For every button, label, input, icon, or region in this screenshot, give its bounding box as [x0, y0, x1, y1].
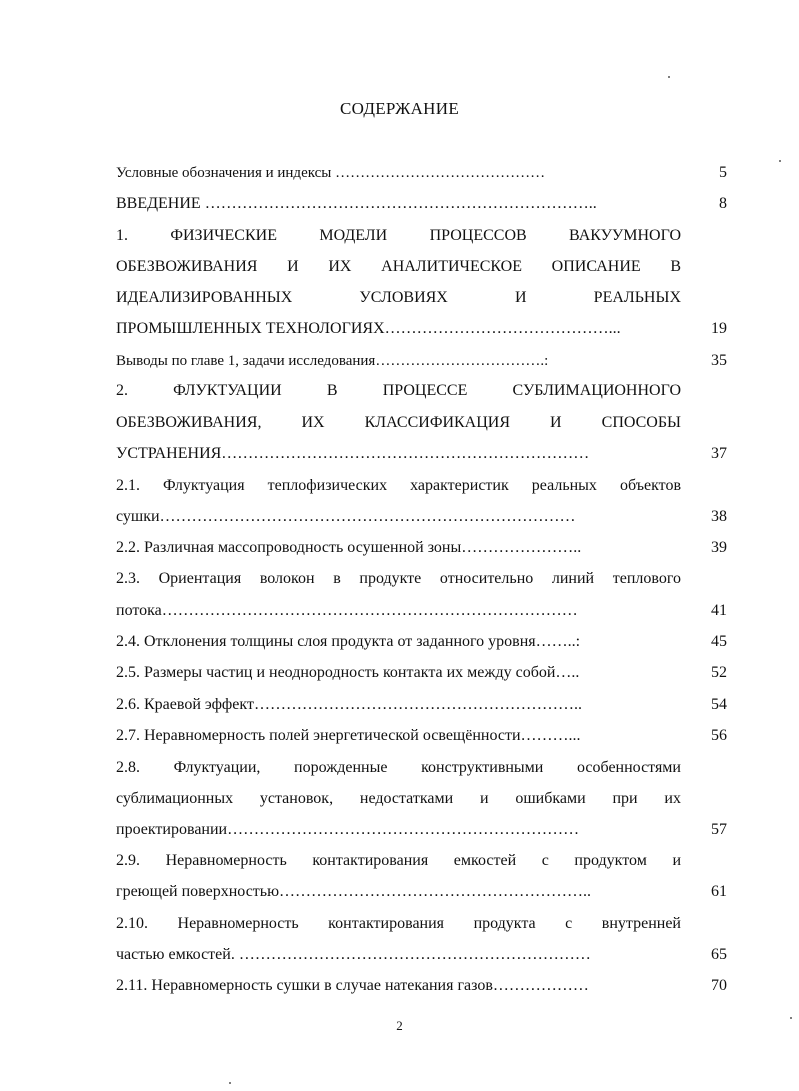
toc-entry-text: 2. ФЛУКТУАЦИИ В ПРОЦЕССЕ СУБЛИМАЦИОННОГО: [116, 382, 681, 399]
toc-entry-page: 61: [711, 883, 727, 900]
toc-entry-page: 41: [711, 602, 727, 619]
toc-entry-2-8-line3: [116, 818, 731, 842]
toc-entry-2-3-line1: [116, 567, 731, 591]
toc-entry-text: ВВЕДЕНИЕ ………………………………………………………………..: [116, 195, 597, 212]
toc-entry-text: греющей поверхностью…………………………………………………..: [116, 883, 592, 900]
toc-entry-text: 2.6. Краевой эффект……………………………………………………..: [116, 696, 582, 713]
toc-entry-page: 8: [719, 195, 727, 212]
toc-entry-2-1-line1: [116, 474, 731, 498]
toc-entry-text: сублимационных установок, недостатками и ошибками при их: [116, 790, 681, 807]
toc-entry-text: 2.8. Флуктуации, порожденные конструктивными особенностями: [116, 759, 681, 776]
toc-entry-2-11: [116, 974, 731, 998]
toc-entry-chapter1-line1: [116, 224, 731, 248]
toc-entry-2-9-line2: [116, 880, 731, 904]
toc-entry-chapter2-line1: [116, 379, 731, 403]
toc-entry-text: 2.11. Неравномерность сушки в случае натекания газов………………: [116, 977, 589, 994]
toc-entry-page: 5: [719, 164, 727, 181]
toc-entry-page: 52: [711, 664, 727, 681]
toc-entry-text: ОБЕЗВОЖИВАНИЯ И ИХ АНАЛИТИЧЕСКОЕ ОПИСАНИЕ В: [116, 258, 681, 275]
page-number: 2: [396, 1018, 403, 1033]
toc-entry-2-2: [116, 536, 731, 560]
toc-entry-text: ИДЕАЛИЗИРОВАННЫХ УСЛОВИЯХ И РЕАЛЬНЫХ: [116, 289, 681, 306]
toc-entry-page: 35: [711, 352, 727, 369]
toc-entry-2-7: [116, 724, 731, 748]
scan-speck: [779, 160, 781, 162]
scan-speck: [790, 1017, 792, 1019]
toc-entry-text: частью емкостей. …………………………………………………………: [116, 946, 591, 963]
toc-entry-2-10-line2: [116, 943, 731, 967]
toc-entry-chapter2-line3: [116, 442, 731, 466]
toc-entry-text: 2.5. Размеры частиц и неоднородность контакта их между собой…..: [116, 664, 580, 681]
toc-entry-2-10-line1: [116, 912, 731, 936]
toc-entry-page: 39: [711, 539, 727, 556]
toc-entry-chapter1-line4: [116, 317, 731, 341]
toc-entry-text: УСТРАНЕНИЯ……………………………………………………………: [116, 445, 590, 462]
toc-entry-2-8-line1: [116, 756, 731, 780]
toc-entry-symbols: [116, 161, 731, 185]
toc-entry-2-8-line2: [116, 787, 731, 811]
toc-entry-text: сушки……………………………………………………………………: [116, 508, 576, 525]
toc-entry-text: 2.2. Различная массопроводность осушенной зоны…………………..: [116, 539, 582, 556]
toc-entry-text: потока……………………………………………………………………: [116, 602, 578, 619]
toc-entry-2-9-line1: [116, 849, 731, 873]
toc-entry-text: проектировании…………………………………………………………: [116, 821, 580, 838]
toc-entry-text: 2.9. Неравномерность контактирования емкостей с продуктом и: [116, 852, 681, 869]
toc-entry-text: 2.3. Ориентация волокон в продукте относительно линий теплового: [116, 570, 681, 587]
toc-entry-text: Выводы по главе 1, задачи исследования…………………………….:: [116, 353, 549, 369]
toc-entry-text: 2.4. Отклонения толщины слоя продукта от заданного уровня……..:: [116, 633, 581, 650]
toc-entry-text: 2.1. Флуктуация теплофизических характеристик реальных объектов: [116, 477, 681, 494]
toc-entry-chapter1-conclusions: [116, 349, 731, 373]
scan-speck: [668, 76, 670, 78]
toc-entry-introduction: [116, 192, 731, 216]
toc-entry-chapter2-line2: [116, 411, 731, 435]
toc-entry-text: ОБЕЗВОЖИВАНИЯ, ИХ КЛАССИФИКАЦИЯ И СПОСОБЫ: [116, 414, 681, 431]
toc-entry-2-3-line2: [116, 599, 731, 623]
toc-entry-page: 56: [711, 727, 727, 744]
toc-entry-page: 38: [711, 508, 727, 525]
toc-entry-page: 57: [711, 821, 727, 838]
toc-entry-2-5: [116, 661, 731, 685]
scan-speck: [229, 1082, 231, 1084]
toc-entry-page: 45: [711, 633, 727, 650]
toc-entry-page: 70: [711, 977, 727, 994]
toc-entry-2-4: [116, 630, 731, 654]
toc-entry-2-1-line2: [116, 505, 731, 529]
toc-entry-text: 2.10. Неравномерность контактирования продукта с внутренней: [116, 915, 681, 932]
toc-entry-text: 2.7. Неравномерность полей энергетической освещённости………...: [116, 727, 581, 744]
toc-entry-text: 1. ФИЗИЧЕСКИЕ МОДЕЛИ ПРОЦЕССОВ ВАКУУМНОГО: [116, 227, 681, 244]
toc-entry-2-6: [116, 693, 731, 717]
toc-entry-text: ПРОМЫШЛЕННЫХ ТЕХНОЛОГИЯХ……………………………………...: [116, 320, 621, 337]
toc-entry-page: 54: [711, 696, 727, 713]
toc-title: СОДЕРЖАНИЕ: [339, 99, 460, 118]
toc-entry-chapter1-line3: [116, 286, 731, 310]
toc-entry-page: 65: [711, 946, 727, 963]
toc-entry-page: 19: [711, 320, 727, 337]
toc-entry-text: Условные обозначения и индексы ……………………………………: [116, 165, 546, 181]
toc-entry-chapter1-line2: [116, 255, 731, 279]
toc-entry-page: 37: [711, 445, 727, 462]
